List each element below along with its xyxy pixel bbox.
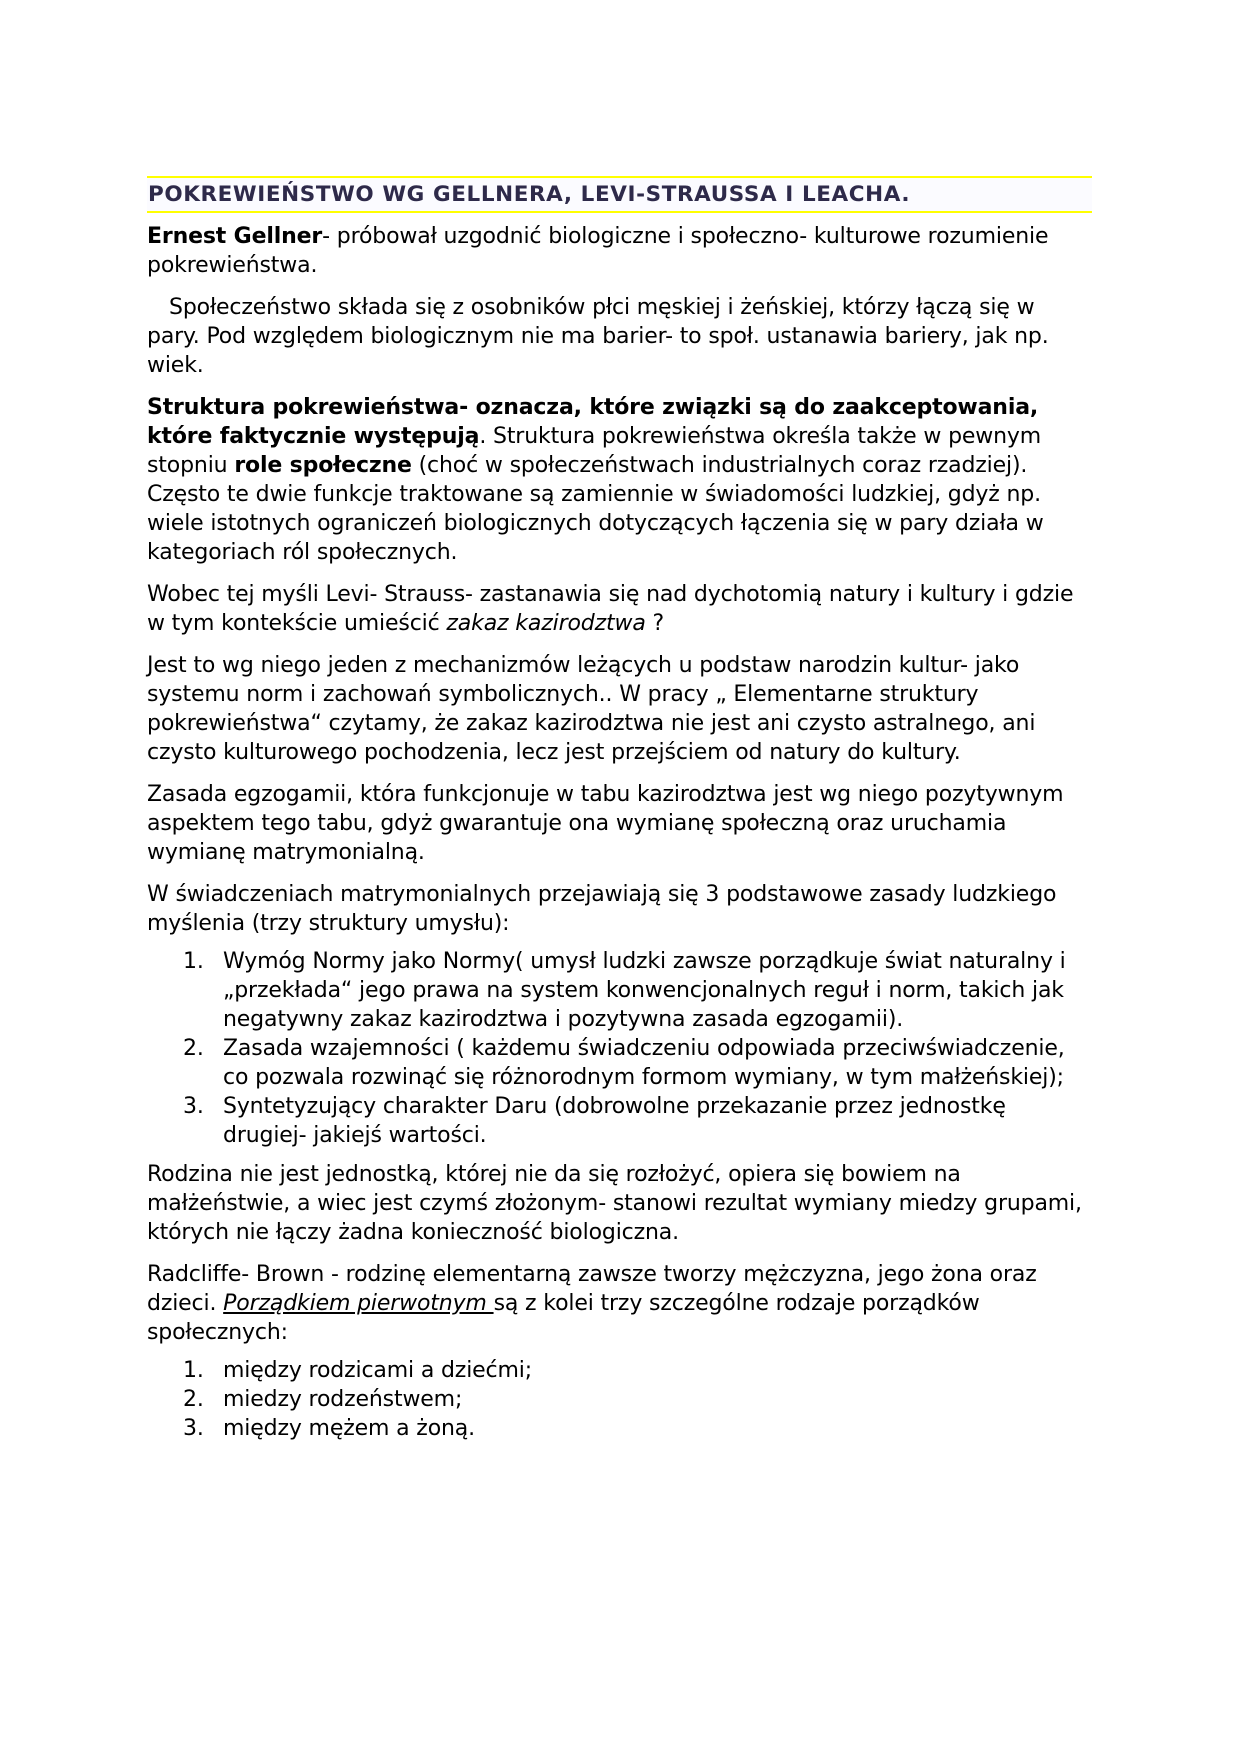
list-item-text: miedzy rodzeństwem; (223, 1387, 463, 1412)
list-item-text: Zasada wzajemności ( każdemu świadczeniu odpowiada przeciwświadczenie, co pozwala rozwinąć się różnorodnym formom wymiany, w tym małżeńskiej); (223, 1036, 1065, 1090)
list-item (147, 1385, 1092, 1414)
list-item (147, 1356, 1092, 1385)
paragraph-text: ? (645, 611, 665, 636)
list-item-text: między mężem a żoną. (223, 1416, 475, 1441)
list-item-text: między rodzicami a dziećmi; (223, 1358, 532, 1383)
paragraph-text: Wobec tej myśli Levi- Strauss- zastanawia się nad dychotomią natury i kultury i gdzie w tym kontekście umieścić (147, 582, 1074, 636)
paragraph-text: - próbował uzgodnić biologiczne i społeczno- kulturowe rozumienie pokrewieństwa. (147, 224, 1049, 278)
paragraph-text: Społeczeństwo składa się z osobników płci męskiej i żeńskiej, którzy łączą się w pary. Pod względem biologicznym nie ma barier- to społ. ustanawia bariery, jak np. wiek. (147, 295, 1049, 378)
list-number: 1. (183, 949, 204, 974)
term-social-roles: role społeczne (234, 453, 412, 478)
list-item-text: Wymóg Normy jako Normy( umysł ludzki zawsze porządkuje świat naturalny i „przekłada“ jego prawa na system konwencjonalnych reguł i norm, takich jak negatywny zakaz kazirodztwa i pozytywna zasada egzogamii). (223, 949, 1066, 1032)
list-item (147, 1034, 1092, 1092)
document-title: POKREWIEŃSTWO WG GELLNERA, LEVI-STRAUSSA I LEACHA. (148, 182, 911, 207)
list-number: 2. (183, 1387, 204, 1412)
paragraph-levi-strauss (147, 580, 1092, 638)
paragraph-mechanism (147, 651, 1092, 767)
list-number: 1. (183, 1358, 204, 1383)
paragraph-text: W świadczeniach matrymonialnych przejawiają się 3 podstawowe zasady ludzkiego myślenia (trzy struktury umysłu): (147, 882, 1057, 936)
principles-list (147, 947, 1092, 1150)
list-item (147, 1414, 1092, 1443)
paragraph-text: Jest to wg niego jeden z mechanizmów leżących u podstaw narodzin kultur- jako systemu norm i zachowań symbolicznych.. W pracy „ Elementarne struktury pokrewieństwa“ czytamy, że zakaz kazirodztwa nie jest ani czysto astralnego, ani czysto kulturowego pochodzenia, lecz jest przejściem od natury do kultury. (147, 653, 1036, 765)
list-number: 3. (183, 1094, 204, 1119)
list-number: 3. (183, 1416, 204, 1441)
term-primary-order: Porządkiem pierwotnym (223, 1291, 494, 1316)
paragraph-text: Radcliffe- Brown - rodzinę elementarną zawsze tworzy mężczyzna, jego żona oraz dzieci. (147, 1262, 1037, 1316)
paragraph-gellner (147, 222, 1092, 280)
term-kinship-structure: Struktura pokrewieństwa- oznacza, które związki są do zaakceptowania, które faktycznie występują (147, 395, 1039, 449)
paragraph-society (147, 293, 1092, 380)
paragraph-text: (choć w społeczeństwach industrialnych coraz rzadziej). Często te dwie funkcje traktowane są zamiennie w świadomości ludzkiej, gdyż np. wiele istotnych ograniczeń biologicznych dotyczących łączenia się w pary działa w kategoriach ról społecznych. (147, 453, 1044, 565)
term-incest-taboo: zakaz kazirodztwa (446, 611, 646, 636)
paragraph-text: są z kolei trzy szczególne rodzaje porządków społecznych: (147, 1291, 980, 1345)
list-item (147, 947, 1092, 1034)
paragraph-matrimonial (147, 880, 1092, 938)
paragraph-family (147, 1160, 1092, 1247)
title-band (147, 176, 1092, 213)
document-body (147, 176, 1092, 1453)
social-orders-list (147, 1356, 1092, 1443)
paragraph-text: . Struktura pokrewieństwa określa także w pewnym stopniu (147, 424, 1042, 478)
list-item-text: Syntetyzujący charakter Daru (dobrowolne przekazanie przez jednostkę drugiej- jakiejś wartości. (223, 1094, 1006, 1148)
term-ernest-gellner: Ernest Gellner (147, 224, 323, 249)
paragraph-text: Rodzina nie jest jednostką, której nie da się rozłożyć, opiera się bowiem na małżeństwie, a wiec jest czymś złożonym- stanowi rezultat wymiany miedzy grupami, których nie łączy żadna konieczność biologiczna. (147, 1162, 1082, 1245)
paragraph-kinship-structure (147, 393, 1092, 567)
paragraph-exogamy (147, 780, 1092, 867)
list-item (147, 1092, 1092, 1150)
paragraph-text: Zasada egzogamii, która funkcjonuje w tabu kazirodztwa jest wg niego pozytywnym aspektem tego tabu, gdyż gwarantuje ona wymianę społeczną oraz uruchamia wymianę matrymonialną. (147, 782, 1064, 865)
paragraph-radcliffe-brown (147, 1260, 1092, 1347)
list-number: 2. (183, 1036, 204, 1061)
